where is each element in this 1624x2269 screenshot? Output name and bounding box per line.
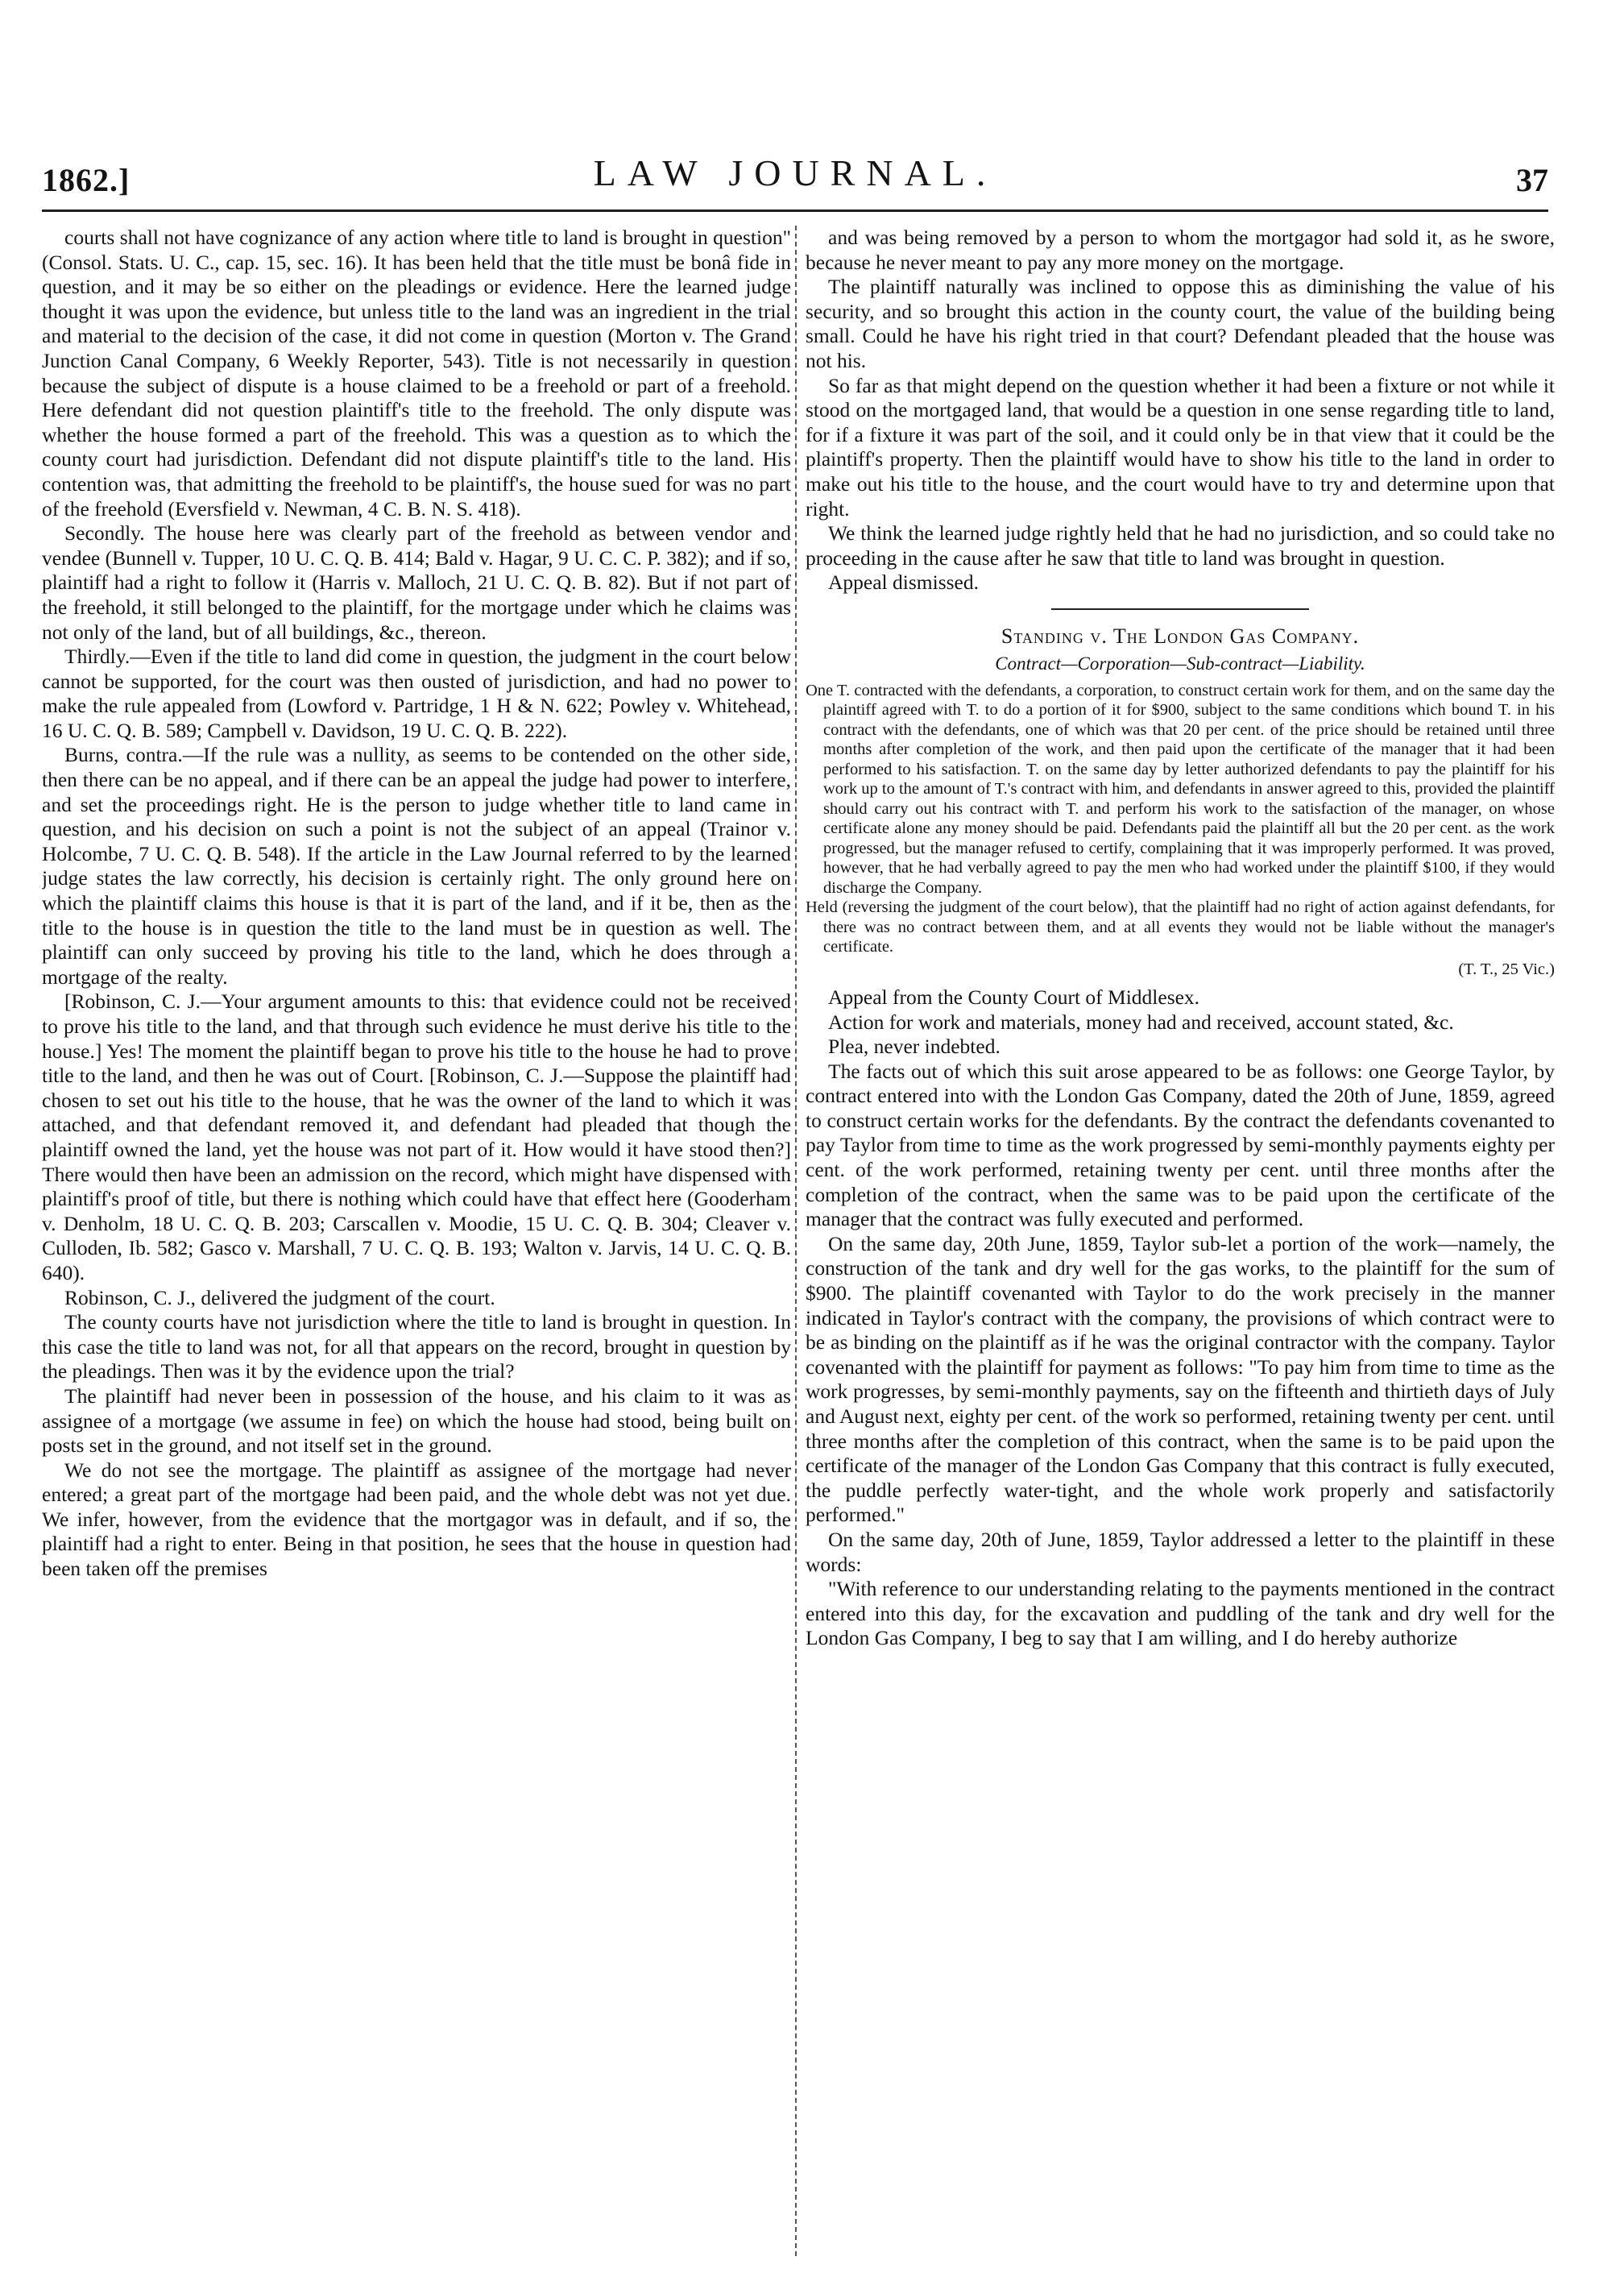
section-rule xyxy=(1051,608,1309,610)
paragraph: Action for work and materials, money had and received, account stated, &c. xyxy=(828,1010,1454,1034)
paragraph: The plaintiff had never been in possession of the house, and his claim to it was as assignee of a mortgage (we assume in fee) on which the house had stood, being built on posts set in the ground, and not itself set in the ground. xyxy=(42,1383,791,1458)
paragraph: We do not see the mortgage. The plaintiff as assignee of the mortgage had never entered; a great part of the mortgage had been paid, and the whole debt was not yet due. We infer, however, from the evidence that the mortgagor was in default, and if so, the plaintiff had a right to enter. Being in that position, he sees that the house in question had been taken off the premises xyxy=(42,1458,791,1581)
journal-title: LAW JOURNAL. xyxy=(593,152,997,193)
case-title: Standing v. The London Gas Company. xyxy=(1000,624,1360,648)
paragraph: Appeal from the County Court of Middlesex. xyxy=(828,985,1200,1009)
headnote: One T. contracted with the defendants, a corporation, to construct certain work for them, and on the same day the plaintiff agreed with T. to do a portion of it for $900, subject to the same conditions which bound T. in his contract with the defendants, one of which was that 20 per cent. of the price should be retained until three months after completion of the work, and then paid upon the certificate of the manager that it had been performed to his satisfaction. T. on the same day by letter authorized defendants to pay the plaintiff for his work up to the amount of T.'s contract with him, and defendants in answer agreed to this, provided the plaintiff should carry out his contract with T. and perform his work to the satisfaction of the manager, on whose certificate alone any money should be paid. Defendants paid the plaintiff all but the 20 per cent. as the work progressed, but the manager refused to certify, complaining that it was improperly performed. It was proved, however, that he had verbally agreed to pay the men who had worked under the plaintiff $100, if they would discharge the Company. xyxy=(806,681,1555,897)
paragraph: Secondly. The house here was clearly part of the freehold as between vendor and vendee (Bunnell v. Tupper, 10 U. C. Q. B. 414; Bald v. Hagar, 9 U. C. C. P. 382); and if so, plaintiff had a right to follow it (Harris v. Malloch, 21 U. C. Q. B. 82). But if not part of the freehold, it still belonged to the plaintiff, for the mortgage under which he claims was not only of the land, but of all buildings, &c., thereon. xyxy=(42,521,791,644)
right-column xyxy=(806,226,1555,2256)
paragraph: On the same day, 20th June, 1859, Taylor sub-let a portion of the work—namely, the construction of the tank and dry well for the gas works, to the plaintiff for the sum of $900. The plaintiff covenanted with Taylor to do the work precisely in the manner indicated in Taylor's contract with the company, the provisions of which contract were to be as binding on the plaintiff as if he was the original contractor with the company. Taylor covenanted with the plaintiff for payment as follows: "To pay him from time to time as the work progresses, by semi-monthly payments, say on the fifteenth and thirtieth days of July and August next, eighty per cent. of the work so performed, retaining twenty per cent. until three months after the completion of this contract, when the same is to be paid upon the certificate of the manager of the London Gas Company that this contract is fully executed, the puddle perfectly water-tight, and the whole work properly and satisfactorily performed." xyxy=(806,1231,1555,1527)
paragraph: "With reference to our understanding relating to the payments mentioned in the contract entered into this day, for the excavation and puddling of the tank and dry well for the London Gas Company, I beg to say that I am willing, and I do hereby authorize xyxy=(806,1577,1555,1650)
paragraph: We think the learned judge rightly held that he had no jurisdiction, and so could take no proceeding in the cause after he saw that title to land was brought in question. xyxy=(806,521,1555,570)
paragraph: Thirdly.—Even if the title to land did come in question, the judgment in the court below cannot be supported, for the court was then ousted of jurisdiction, and had no power to make the rule appealed from (Lowford v. Partridge, 1 H & N. 622; Powley v. Whitehead, 16 U. C. Q. B. 589; Campbell v. Davidson, 19 U. C. Q. B. 222). xyxy=(42,645,791,742)
paragraph: Appeal dismissed. xyxy=(828,570,979,595)
column-divider xyxy=(795,226,797,2256)
case-subtitle: Contract—Corporation—Sub-contract—Liability. xyxy=(995,653,1365,674)
left-column xyxy=(42,226,791,2256)
paragraph: courts shall not have cognizance of any action where title to land is brought in question" (Consol. Stats. U. C., cap. 15, sec. 16). It has been held that the title must be bonâ fide in question, and it may be so either on the pleadings or evidence. Here the learned judge thought it was upon the evidence, but unless title to the land was an ingredient in the trial and material to the decision of the case, it did not come in question (Morton v. The Grand Junction Canal Company, 6 Weekly Reporter, 543). Title is not necessarily in question because the subject of dispute is a house claimed to be a freehold or part of a freehold. Here defendant did not question plaintiff's title to the freehold. The only dispute was whether the house formed a part of the freehold. This was a question as to which the county court had jurisdiction. Defendant did not dispute plaintiff's title to the land. His contention was, that admitting the freehold to be plaintiff's, the house sued for was no part of the freehold (Eversfield v. Newman, 4 C. B. N. S. 418). xyxy=(42,226,791,521)
paragraph: The plaintiff naturally was inclined to oppose this as diminishing the value of his security, and so brought this action in the county court, the value of the building being small. Could he have his right tried in that court? Defendant pleaded that the house was not his. xyxy=(806,275,1555,372)
paragraph: The facts out of which this suit arose appeared to be as follows: one George Taylor, by contract entered into with the London Gas Company, dated the 20th of June, 1859, agreed to construct certain works for the defendants. By the contract the defendants covenanted to pay Taylor from time to time as the work progressed by semi-monthly payments eighty per cent. of the work performed, retaining twenty per cent. until three months after the completion of the contract, when the same was to be paid upon the certificate of the manager that the contract was fully executed and performed. xyxy=(806,1059,1555,1231)
page-header xyxy=(42,129,1548,201)
headnote: Held (reversing the judgment of the court below), that the plaintiff had no right of action against defendants, for there was no contract between them, and at all events they would not be liable without the manager's certificate. xyxy=(806,898,1555,956)
paragraph: On the same day, 20th of June, 1859, Taylor addressed a letter to the plaintiff in these words: xyxy=(806,1527,1555,1576)
paragraph: [Robinson, C. J.—Your argument amounts to this: that evidence could not be received to prove his title to the land, and that through such evidence he must derive his title to the house.] Yes! The moment the plaintiff began to prove his title to the house he had to prove title to the land, and then he was out of Court. [Robinson, C. J.—Suppose the plaintiff had chosen to set out his title to the house, that he was the owner of the land to which it was attached, and that defendant removed it, and defendant had pleaded that though the plaintiff owned the land, yet the house was not part of it. How would it have stood then?] There would then have been an admission on the record, which might have dispensed with plaintiff's proof of title, but there is nothing which could have that effect here (Gooderham v. Denholm, 18 U. C. Q. B. 203; Carscallen v. Moodie, 15 U. C. Q. B. 304; Cleaver v. Culloden, Ib. 582; Gasco v. Marshall, 7 U. C. Q. B. 193; Walton v. Jarvis, 14 U. C. Q. B. 640). xyxy=(42,989,791,1284)
paragraph: and was being removed by a person to whom the mortgagor had sold it, as he swore, because he never meant to pay any more money on the mortgage. xyxy=(806,226,1555,274)
term-citation: (T. T., 25 Vic.) xyxy=(1458,960,1555,978)
header-year: 1862.] xyxy=(42,162,130,198)
paragraph: Plea, never indebted. xyxy=(828,1035,1000,1059)
paragraph: So far as that might depend on the question whether it had been a fixture or not while it stood on the mortgaged land, that would be a question in one sense regarding title to land, for if a fixture it was part of the soil, and it could only be in that view that it could be the plaintiff's property. Then the plaintiff would have to show his title to the land in order to make out his title to the house, and the court would have to try and determine upon that right. xyxy=(806,373,1555,521)
page-number: 37 xyxy=(1516,162,1548,198)
paragraph: The county courts have not jurisdiction where the title to land is brought in question. In this case the title to land was not, for all that appears on the record, brought in question by the pleadings. Then was it by the evidence upon the trial? xyxy=(42,1310,791,1383)
paragraph: Burns, contra.—If the rule was a nullity, as seems to be contended on the other side, then there can be no appeal, and if there can be an appeal the judge had power to interfere, and set the proceedings right. He is the person to judge whether title to land came in question, and his decision on such a point is not the subject of an appeal (Trainor v. Holcombe, 7 U. C. Q. B. 548). If the article in the Law Journal referred to by the learned judge states the law correctly, his decision is certainly right. The only ground here on which the plaintiff claims this house is that it is part of the land, and if it be, then as the title to the house is in question the title to the land must be in question as well. The plaintiff can only succeed by proving his title to the land, which he does through a mortgage of the realty. xyxy=(42,743,791,989)
header-rule xyxy=(42,209,1548,212)
paragraph: Robinson, C. J., delivered the judgment of the court. xyxy=(64,1285,495,1309)
